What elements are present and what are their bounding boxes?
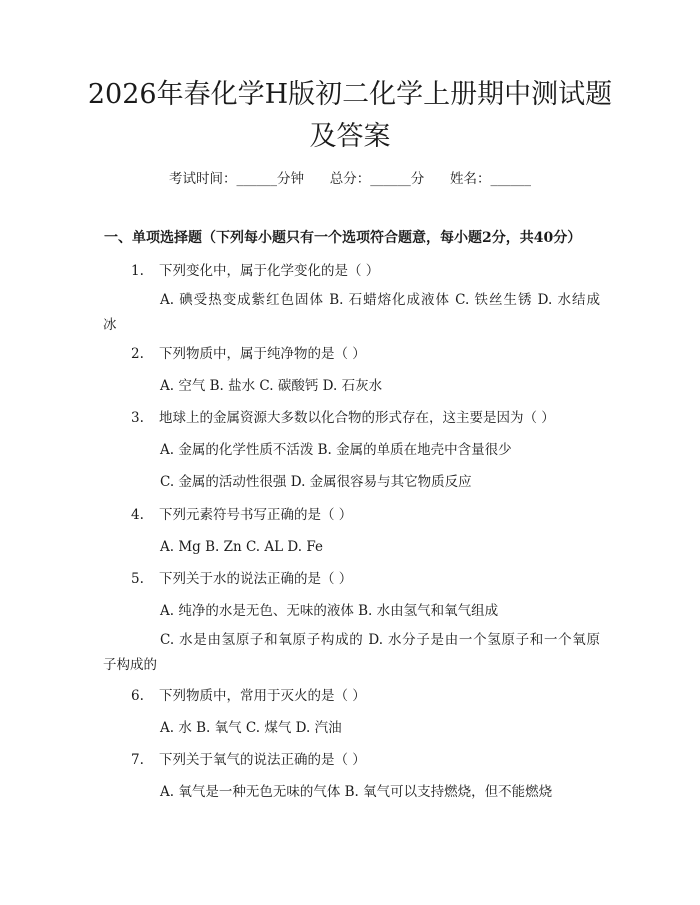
options-line-continued: 冰 xyxy=(103,317,117,333)
question-3 xyxy=(131,408,555,428)
question-number: 6. xyxy=(131,688,144,704)
question-6 xyxy=(131,686,366,706)
question-4 xyxy=(131,505,352,525)
question-3-options-line-2: C. 金属的活动性很强 D. 金属很容易与其它物质反应 xyxy=(160,474,472,490)
question-number: 5. xyxy=(131,571,144,587)
options-line: A. 碘受热变成紫红色固体 B. 石蜡熔化成液体 C. 铁丝生锈 D. 水结成 xyxy=(160,292,600,308)
question-5-options-line-2 xyxy=(103,628,600,678)
question-stem: 下列关于氧气的说法正确的是（ ） xyxy=(159,752,366,768)
question-stem: 地球上的金属资源大多数以化合物的形式存在，这主要是因为（ ） xyxy=(159,410,555,426)
title-line-1: 2026年春化学H版初二化学上册期中测试题 xyxy=(87,79,613,110)
question-3-options-line-1: A. 金属的化学性质不活泼 B. 金属的单质在地壳中含量很少 xyxy=(160,442,512,458)
question-7-options: A. 氧气是一种无色无味的气体 B. 氧气可以支持燃烧，但不能燃烧 xyxy=(160,784,553,800)
options-line: C. 水是由氢原子和氧原子构成的 D. 水分子是由一个氢原子和一个氧原 xyxy=(160,632,600,648)
title-line-2: 及答案 xyxy=(309,121,391,152)
question-1-options xyxy=(103,288,600,338)
question-5 xyxy=(131,569,352,589)
question-stem: 下列变化中，属于化学变化的是（ ） xyxy=(159,263,380,279)
question-1 xyxy=(131,261,379,281)
question-number: 3. xyxy=(131,410,144,426)
question-number: 1. xyxy=(131,263,144,279)
question-number: 4. xyxy=(131,507,144,523)
question-number: 2. xyxy=(131,346,144,362)
question-2 xyxy=(131,344,366,364)
question-7 xyxy=(131,750,366,770)
exam-info-line: 考试时间：______分钟 总分：______分 姓名：______ xyxy=(169,171,531,187)
page-title xyxy=(60,74,640,158)
question-stem: 下列物质中，常用于灭火的是（ ） xyxy=(159,688,366,704)
options-line-continued: 子构成的 xyxy=(103,657,157,673)
question-stem: 下列物质中，属于纯净物的是（ ） xyxy=(159,346,366,362)
question-6-options: A. 水 B. 氧气 C. 煤气 D. 汽油 xyxy=(160,720,342,736)
question-number: 7. xyxy=(131,752,144,768)
question-5-options-line-1: A. 纯净的水是无色、无味的液体 B. 水由氢气和氧气组成 xyxy=(160,603,499,619)
section-heading: 一、单项选择题（下列每小题只有一个选项符合题意，每小题2分，共40分） xyxy=(104,230,582,246)
question-2-options: A. 空气 B. 盐水 C. 碳酸钙 D. 石灰水 xyxy=(160,378,383,394)
question-stem: 下列元素符号书写正确的是（ ） xyxy=(159,507,353,523)
question-stem: 下列关于水的说法正确的是（ ） xyxy=(159,571,353,587)
question-4-options: A. Mg B. Zn C. AL D. Fe xyxy=(160,539,323,555)
